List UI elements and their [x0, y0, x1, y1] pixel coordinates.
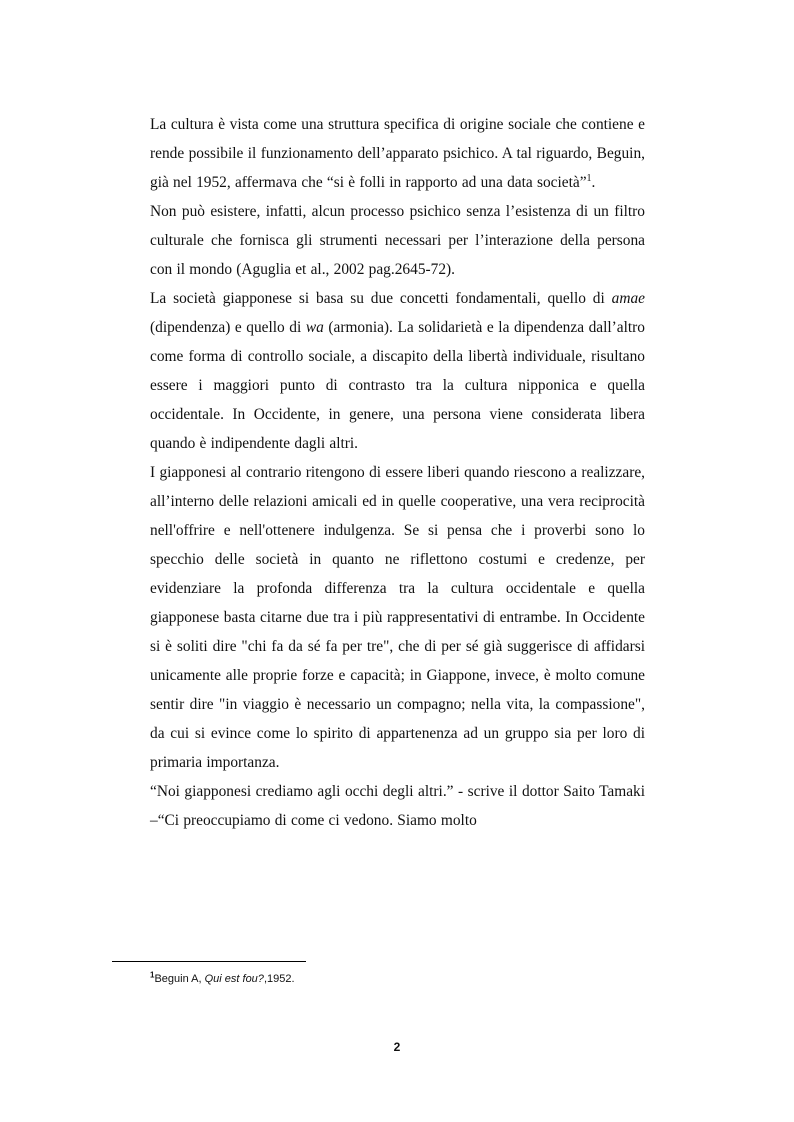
paragraph-3 [150, 284, 645, 458]
term-wa: wa [305, 319, 324, 336]
footnote-author: Beguin A, [154, 973, 205, 985]
paragraph-1 [150, 110, 645, 197]
paragraph-1-text: La cultura è vista come una struttura specifica di origine sociale che contiene e rende possibile il funzionamento dell’apparato psichico. A tal riguardo, Beguin, già nel 1952, affermava che “si è folli in rapporto ad una data società” [150, 116, 645, 191]
paragraph-1-end: . [591, 174, 596, 191]
paragraph-4: I giapponesi al contrario ritengono di essere liberi quando riescono a realizzare, all’interno delle relazioni amicali ed in quelle cooperative, una vera reciprocità nell'offrire e nell'ottenere indulgenza. Se si pensa che i proverbi sono lo specchio delle società in quanto ne riflettono costumi e credenze, per evidenziare la profonda differenza tra la cultura occidentale e quella giapponese basta citarne due tra i più rappresentativi di entrambe. In Occidente si è soliti dire "chi fa da sé fa per tre", che di per sé già suggerisce di affidarsi unicamente alle proprie forze e capacità; in Giappone, invece, è molto comune sentir dire "in viaggio è necessario un compagno; nella vita, la compassione", da cui si evince come lo spirito di appartenenza ad un gruppo sia per loro di primaria importanza. [150, 464, 645, 771]
paragraph-3-part-b: (dipendenza) e quello di [150, 319, 306, 336]
footnote-year: ,1952. [263, 973, 295, 985]
footnote-reference[interactable]: 1 [586, 172, 592, 184]
footnote-separator [112, 961, 306, 962]
paragraph-3-part-c: (armonia). La solidarietà e la dipendenza dall’altro come forma di controllo sociale, a discapito della libertà individuale, risultano essere i maggiori punto di contrasto tra la cultura nipponica e quella occidentale. In Occidente, in genere, una persona viene considerata libera quando è indipendente dagli altri. [150, 319, 646, 452]
paragraph-2: Non può esistere, infatti, alcun processo psichico senza l’esistenza di un filtro culturale che fornisca gli strumenti necessari per l’interazione della persona con il mondo (Aguglia et al., 2002 pag.2645-72). [150, 203, 645, 278]
footnote-title: Qui est fou? [204, 973, 264, 985]
paragraph-3-part-a: La società giapponese si basa su due concetti fondamentali, quello di [150, 290, 612, 307]
footnote-1 [150, 970, 295, 985]
paragraph-5: “Noi giapponesi crediamo agli occhi degli altri.” - scrive il dottor Saito Tamaki –“Ci preoccupiamo di come ci vedono. Siamo molto [150, 783, 645, 829]
body-text [150, 110, 645, 835]
footnote-number: 1 [150, 970, 155, 980]
page-number: 2 [393, 1040, 401, 1054]
term-amae: amae [611, 290, 645, 307]
